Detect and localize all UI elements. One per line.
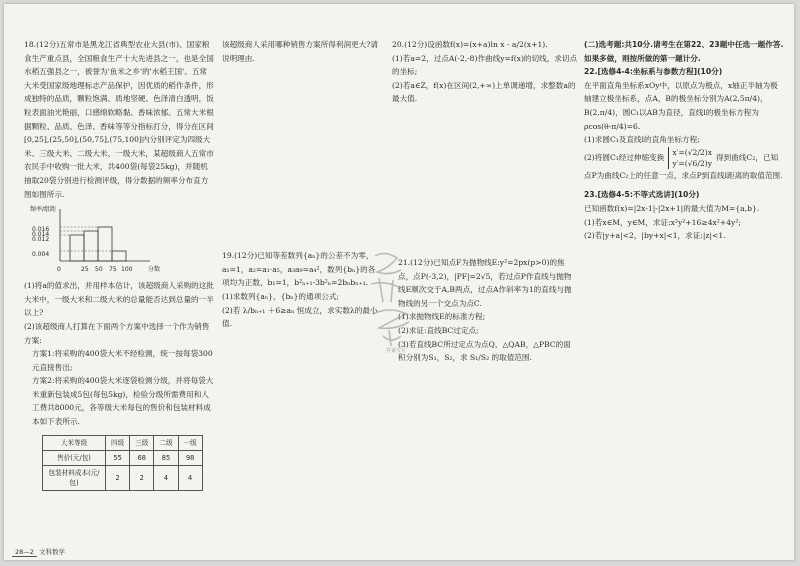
q23-part2: (2)若|y+a|<2，|by+x|<1，求证:|z|<1. xyxy=(584,231,726,241)
q20-part2: (2)若a∈Z，f(x)在区间(2,+∞)上单调递增，求整数a的最大值. xyxy=(392,80,576,104)
q22-title: 22.[选修4-4:坐标系与参数方程](10分) xyxy=(584,67,723,77)
q22-part2 xyxy=(584,147,784,183)
cost-cell: 2 xyxy=(106,465,130,490)
hist-ytick-3: 0.004 xyxy=(32,251,50,259)
hist-ytick-1: 0.014 xyxy=(32,231,50,239)
price-label-cell: 售价(元/包) xyxy=(43,450,106,465)
q18-plan2: 方案2:将采购的400袋大米逐袋检测分级，并将每袋大米重新包装成5包(每包5kg)，检验分级所需费用和人工费共8000元，各等级大米每包的售价和包装材料成本如下表所示. xyxy=(32,376,214,427)
q18-plan1: 方案1:将采购的400袋大米不经检测，统一按每袋300元直接售出; xyxy=(32,349,213,372)
q21-part3: (3)若直线BC所过定点为点Q，△QAB，△PBC的面积分别为S₁，S₂，求 S₁/S₂ 的取值范围. xyxy=(398,339,571,363)
q20-part1: (1)若a=2，过点A(-2,-8)作曲线y=f(x)的切线，求切点的坐标; xyxy=(392,53,578,77)
bar-0-25 xyxy=(70,235,84,261)
column-2 xyxy=(222,38,382,331)
bar-25-50 xyxy=(84,231,98,261)
table-header-row xyxy=(43,435,203,450)
elective-section-header: (二)选考题:共10分.请考生在第22、23题中任选一题作答.如果多做，则按所做的第一题计分. xyxy=(584,40,784,63)
cost-cell: 4 xyxy=(178,465,202,490)
hist-xtick-3: 75 xyxy=(109,266,117,274)
table-row xyxy=(43,465,203,490)
hist-xtick-0: 0 xyxy=(57,266,61,274)
hist-xtick-4: 100 xyxy=(121,266,133,274)
hist-ytick-0: 0.016 xyxy=(32,226,50,234)
cost-cell: 2 xyxy=(130,465,154,490)
q21-stem: 21.(12分)已知点F为抛物线E:y²=2px(p>0)的焦点，点P(-3,2)，|PF|=2√5，若过点P作直线与抛物线E顺次交于A,B两点，过点A作斜率为1的直线与抛物线的另一个交点为点C. xyxy=(398,257,572,308)
q22-part2-rest: 得到曲线C₂，已知点P为曲线C₂上的任意一点，求点P到直线l距离的取值范围. xyxy=(584,152,783,180)
hist-xlabel: 分数 xyxy=(148,266,161,274)
table-header-cell: 四级 xyxy=(106,435,130,450)
q23-stem: 已知函数f(x)=|2x-1|-|2x+1|的最大值为M={a,b}. xyxy=(584,203,760,213)
table-header-cell: 大米等级 xyxy=(43,435,106,450)
hist-ylabel: 频率/组距 xyxy=(30,206,57,214)
transform-x: x′=(√2/2)x xyxy=(672,147,713,157)
bar-50-75 xyxy=(98,227,112,261)
page-footer xyxy=(12,547,65,556)
blank-space xyxy=(222,65,382,249)
q19-part1: (1)求数列{aₙ}，{bₙ}的通项公式; xyxy=(222,291,339,301)
q23-title: 23.[选修4-5:不等式选讲](10分) xyxy=(584,190,700,200)
q18-part2: (2)该超级商人打算在下面两个方案中选择一个作为销售方案: xyxy=(24,321,210,345)
stamp-svg xyxy=(361,244,431,354)
q18-histogram xyxy=(30,203,180,273)
stretch-transform xyxy=(668,147,712,169)
cost-label-cell: 包装材料成本(元/包) xyxy=(43,465,106,490)
watermark-stamp xyxy=(361,244,431,354)
stamp-text: 答案写在 xyxy=(385,348,407,354)
q18-price-table xyxy=(42,435,203,491)
hist-xtick-1: 25 xyxy=(81,266,89,274)
q18-intro: 18.(12分)五常市是黑龙江省典型农业大县(市)、国家粮食生产重点县，全国粮食生产十大先进县之一，也是全国水稻五强县之一，被誉为'鱼米之乡'的'水稻王国'。五常大米受国家级地理标志产品保护，因优质的稻作条件，形成独特的品质，颗粒饱满、质地坚硬、色泽清白透明，饭粒表面油光艳丽，口感绵软略黏、香味浓郁。五常大米根据颗粒、品质、色泽、香味等等分指标打分，得分在区间[0,25],(25,50],(50,75],(75,100]内分别评定为四级大米、三级大米、二级大米、一级大米，某超级商人五常市农民手中收购一批大米，共400袋(每袋25kg)，并随机抽取20袋分别进行检测评级，得分数据的频率分布直方图如图所示. xyxy=(24,40,214,199)
table-header-cell: 一级 xyxy=(178,435,202,450)
column-4 xyxy=(584,38,784,243)
table-header-cell: 二级 xyxy=(154,435,178,450)
q22-part1: (1)求圆C₁及直线l的直角坐标方程; xyxy=(584,135,700,145)
q19-stem: 19.(12分)已知等差数列{aₙ}的公差不为零，a₁=1，a₂=a₁·a₅，a₃a₉=a₄²，数列{bₙ}的各项均为正数，b₁=1，b²ₙ₊₁-3b²ₙ=2bₙbₙ₊₁. xyxy=(222,251,376,288)
q18-tail: 该超级商人采用哪种销售方案所得利润更大?请说明理由. xyxy=(222,40,378,63)
price-cell: 85 xyxy=(154,450,178,465)
cost-cell: 4 xyxy=(154,465,178,490)
exam-sheet xyxy=(4,4,794,560)
q22-stem: 在平面直角坐标系xOy中，以原点为极点，x轴正半轴为极轴建立极坐标系，点A，B的极坐标分别为A(2,5π/4)，B(2,π/4)，圆C₁以AB为直径，直线l的极坐标方程为ρcos(θ-π/4)=6. xyxy=(584,80,778,131)
blank-space xyxy=(392,106,578,256)
transform-y: y′=(√6/2)y xyxy=(672,158,713,168)
q21-part1: (1)求抛物线E的标准方程; xyxy=(398,312,486,322)
page-number: 28—2 xyxy=(12,548,37,557)
q22-part2-lead: (2)将圆C₁经过伸缩变换 xyxy=(584,152,665,162)
column-1 xyxy=(24,38,214,491)
table-header-cell: 三级 xyxy=(130,435,154,450)
q23-part1: (1)若x∈M，y∈M，求证:x²y²+16≥4x²+4y²; xyxy=(584,217,741,227)
price-cell: 68 xyxy=(130,450,154,465)
hist-xtick-2: 50 xyxy=(95,266,103,274)
q19-part2: (2)若 λ/bₙ₊₁ ＋6≥aₙ 恒成立，求实数λ的最小值. xyxy=(222,305,378,329)
bar-75-100 xyxy=(112,251,126,261)
price-cell: 55 xyxy=(106,450,130,465)
q18-part1: (1)将a的值求出，并用样本估计，该超级商人采购的这批大米中，一级大米和二级大米的总量能否达到总量的一半以上? xyxy=(24,281,214,318)
q20-stem: 20.(12分)设函数f(x)=(x+a)ln x - a/2(x+1). xyxy=(392,40,548,49)
price-cell: 98 xyxy=(178,450,202,465)
subject-label: 文科数学 xyxy=(39,548,65,556)
q21-part2: (2)求证:直线BC过定点; xyxy=(398,325,479,335)
hist-ytick-2: 0.012 xyxy=(32,236,50,244)
table-row xyxy=(43,450,203,465)
